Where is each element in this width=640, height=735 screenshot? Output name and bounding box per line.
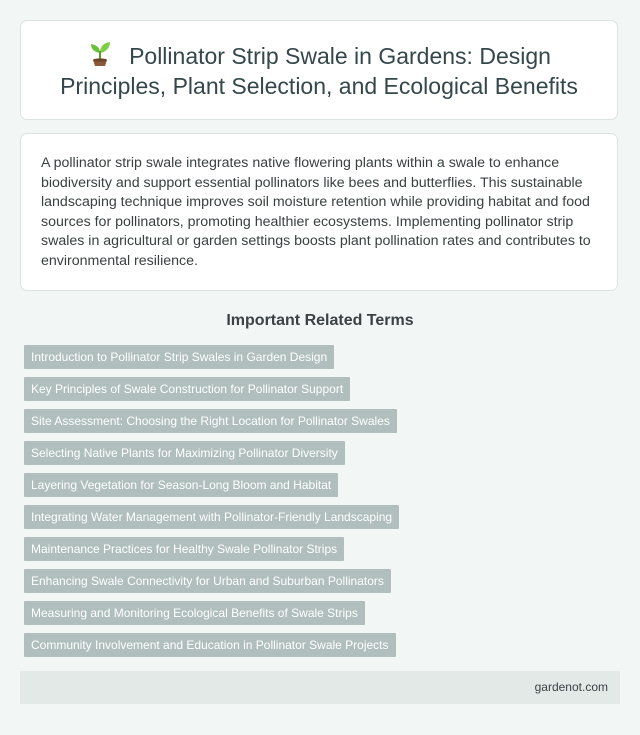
related-term-link[interactable]: Integrating Water Management with Pollinator-Friendly Landscaping — [24, 505, 399, 529]
footer — [20, 671, 620, 704]
page-title-text: Pollinator Strip Swale in Gardens: Design Principles, Plant Selection, and Ecological Benefits — [60, 43, 578, 99]
footer-site-link[interactable]: gardenot.com — [534, 680, 608, 694]
related-term-link[interactable]: Measuring and Monitoring Ecological Benefits of Swale Strips — [24, 601, 365, 625]
related-term-link[interactable]: Maintenance Practices for Healthy Swale Pollinator Strips — [24, 537, 344, 561]
description-card — [20, 133, 618, 291]
sprout-icon — [87, 39, 113, 67]
related-term-link[interactable]: Key Principles of Swale Construction for Pollinator Support — [24, 377, 350, 401]
related-term-link[interactable]: Introduction to Pollinator Strip Swales in Garden Design — [24, 345, 334, 369]
related-term-link[interactable]: Layering Vegetation for Season-Long Bloom and Habitat — [24, 473, 338, 497]
related-terms-heading: Important Related Terms — [226, 312, 414, 329]
related-term-link[interactable]: Enhancing Swale Connectivity for Urban and Suburban Pollinators — [24, 569, 391, 593]
related-term-link[interactable]: Selecting Native Plants for Maximizing Pollinator Diversity — [24, 441, 345, 465]
title-card — [20, 20, 618, 120]
related-term-link[interactable]: Community Involvement and Education in Pollinator Swale Projects — [24, 633, 396, 657]
page-title — [21, 39, 617, 101]
related-term-link[interactable]: Site Assessment: Choosing the Right Location for Pollinator Swales — [24, 409, 397, 433]
description-text: A pollinator strip swale integrates native flowering plants within a swale to enhance biodiversity and support essential pollinators like bees and butterflies. This sustainable landscaping technique improves soil moisture retention while providing habitat and food sources for pollinators, promoting healthier ecosystems. Implementing pollinator strip swales in agricultural or garden settings boosts plant pollination rates and contributes to environmental resilience. — [41, 155, 591, 269]
related-terms-list — [24, 345, 620, 665]
